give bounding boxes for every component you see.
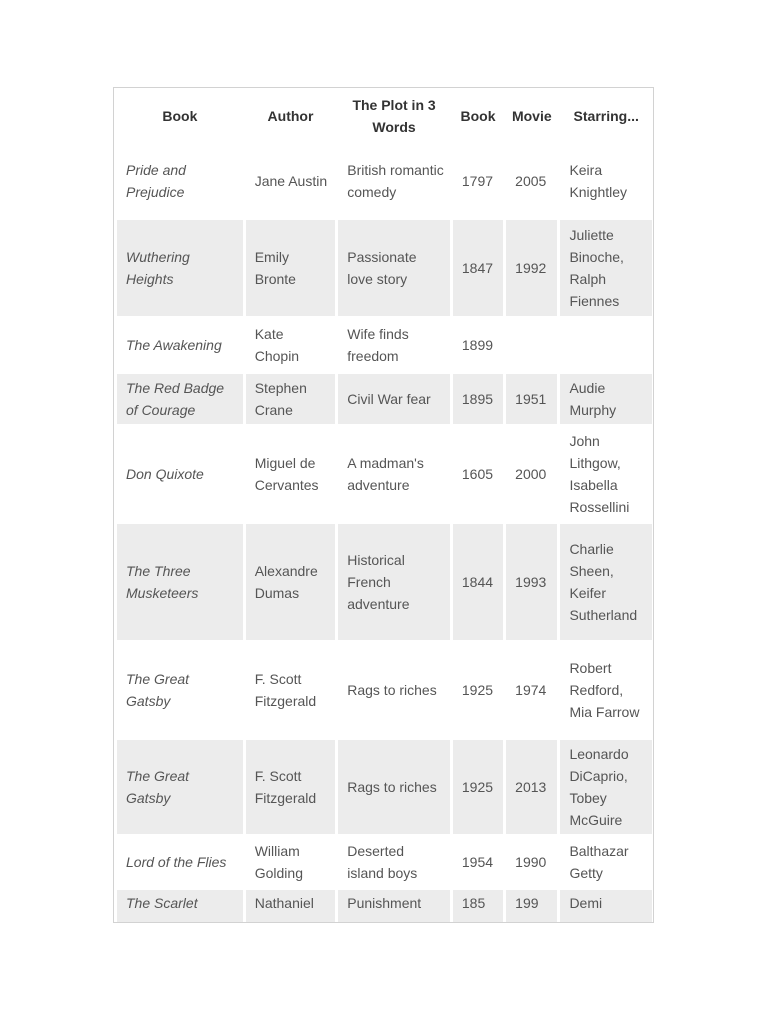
movie-year (506, 320, 557, 370)
book-title: The Great Gatsby (117, 644, 243, 736)
author-name: Stephen Crane (246, 374, 336, 424)
header-movie-year: Movie (511, 108, 552, 124)
author-name: William Golding (246, 838, 336, 886)
author-name: Miguel de Cervantes (246, 428, 336, 520)
book-year: 1925 (453, 740, 503, 834)
starring: Juliette Binoche, Ralph Fiennes (560, 220, 652, 316)
book-year: 1899 (453, 320, 503, 370)
books-table (114, 87, 654, 923)
movie-year: 1951 (506, 374, 557, 424)
table-row (117, 374, 652, 424)
author-name: F. Scott Fitzgerald (246, 740, 336, 834)
table-row (117, 524, 652, 640)
starring (560, 320, 652, 370)
plot-summary: A madman's adventure (338, 428, 450, 520)
book-year: 1925 (453, 644, 503, 736)
plot-summary: Deserted island boys (338, 838, 450, 886)
table-row (117, 428, 652, 520)
plot-summary: British romantic comedy (338, 146, 450, 216)
table-row (117, 740, 652, 834)
movie-year: 1992 (506, 220, 557, 316)
book-year: 1844 (453, 524, 503, 640)
movie-year: 1974 (506, 644, 557, 736)
header-book-year: Book (460, 108, 496, 124)
movie-year: 1993 (506, 524, 557, 640)
book-year: 185 (453, 890, 503, 923)
book-title: Wuthering Heights (117, 220, 243, 316)
header-starring: Starring... (573, 108, 639, 124)
movie-year: 199 (506, 890, 557, 923)
starring: Keira Knightley (560, 146, 652, 216)
book-year: 1954 (453, 838, 503, 886)
plot-summary: Historical French adventure (338, 524, 450, 640)
table-row (117, 320, 652, 370)
header-book: Book (162, 108, 198, 124)
table-row (117, 220, 652, 316)
plot-summary: Civil War fear (338, 374, 450, 424)
book-title: Pride and Prejudice (117, 146, 243, 216)
book-title: The Three Musketeers (117, 524, 243, 640)
movie-year: 1990 (506, 838, 557, 886)
book-title: Don Quixote (117, 428, 243, 520)
table-frame (113, 87, 654, 923)
author-name: Jane Austin (246, 146, 336, 216)
starring: Audie Murphy (560, 374, 652, 424)
movie-year: 2005 (506, 146, 557, 216)
header-plot: The Plot in 3 Words (352, 97, 436, 135)
book-year: 1605 (453, 428, 503, 520)
plot-summary: Punishment (338, 890, 450, 923)
book-year: 1895 (453, 374, 503, 424)
plot-summary: Rags to riches (338, 644, 450, 736)
plot-summary: Rags to riches (338, 740, 450, 834)
starring: Balthazar Getty (560, 838, 652, 886)
book-year: 1797 (453, 146, 503, 216)
author-name: Alexandre Dumas (246, 524, 336, 640)
book-year: 1847 (453, 220, 503, 316)
table-row (117, 146, 652, 216)
table-row (117, 644, 652, 736)
author-name: Kate Chopin (246, 320, 336, 370)
book-title: The Scarlet (117, 890, 243, 923)
header-row (117, 90, 652, 142)
author-name: F. Scott Fitzgerald (246, 644, 336, 736)
plot-summary: Passionate love story (338, 220, 450, 316)
starring: John Lithgow, Isabella Rossellini (560, 428, 652, 520)
author-name: Nathaniel (246, 890, 336, 923)
book-title: The Great Gatsby (117, 740, 243, 834)
book-title: Lord of the Flies (117, 838, 243, 886)
table-row (117, 890, 652, 923)
starring: Charlie Sheen, Keifer Sutherland (560, 524, 652, 640)
table-row (117, 838, 652, 886)
starring: Robert Redford, Mia Farrow (560, 644, 652, 736)
book-title: The Red Badge of Courage (117, 374, 243, 424)
header-author: Author (267, 108, 314, 124)
starring: Leonardo DiCaprio, Tobey McGuire (560, 740, 652, 834)
movie-year: 2000 (506, 428, 557, 520)
plot-summary: Wife finds freedom (338, 320, 450, 370)
starring: Demi (560, 890, 652, 923)
book-title: The Awakening (117, 320, 243, 370)
author-name: Emily Bronte (246, 220, 336, 316)
movie-year: 2013 (506, 740, 557, 834)
